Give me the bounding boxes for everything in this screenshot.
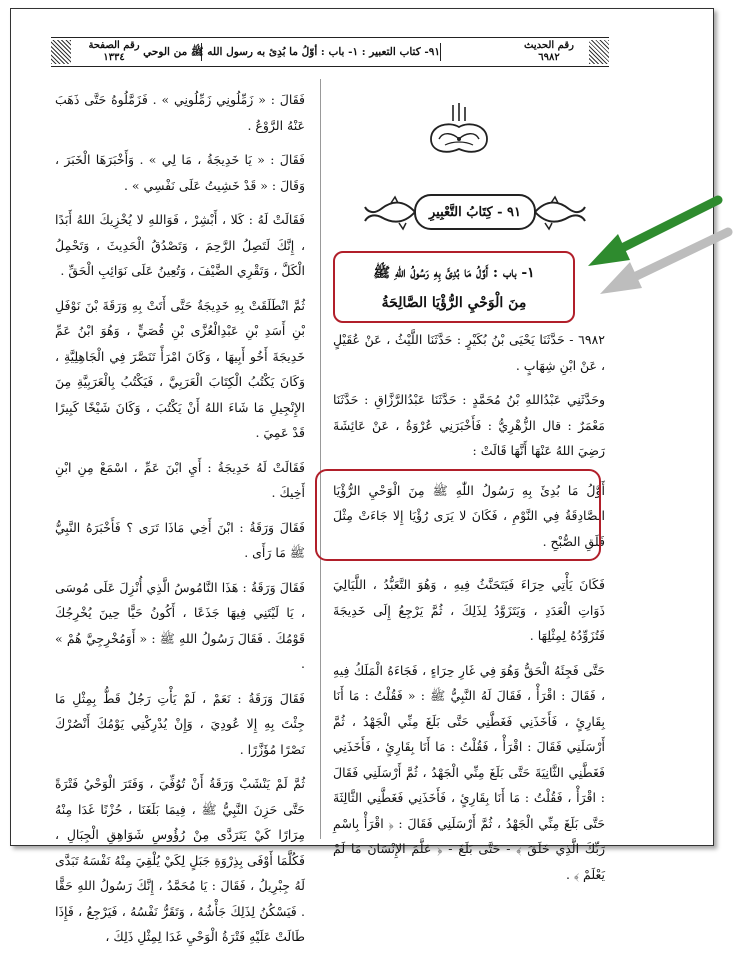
paragraph: فَقَالَتْ لَهُ : كَلا ، أَبْشِرْ ، فَوَاللهِ لا يُخْزِيكَ اللهُ أَبَدًا ، إِنَّكَ لَتَصِلُ الرَّحِمَ ، وَتَصْدُقُ الْحَدِيثَ ، وَتَحْمِلُ الْكَلَّ ، وَتَقْرِي الضَّيْفَ ، وَتُعِينُ عَلَى نَوَائِبِ الْحَقِّ . [55, 212, 305, 278]
paragraph: ثُمَّ انْطَلَقَتْ بِهِ خَدِيجَةُ حَتَّى أَتَتْ بِهِ وَرَقَةَ بْنَ نَوْفَلِ بْنِ أَسَدِ بْنِ عَبْدِالْعُزَّى بْنِ قُصَيٍّ ، وَهُوَ ابْنُ عَمِّ خَدِيجَةَ أَخُو أَبِيهَا ، وَكَانَ امْرَأً تَنَصَّرَ فِي الْجَاهِلِيَّةِ ، وَكَانَ يَكْتُبُ الْكِتَابَ الْعَرَبِيَّ ، فَيَكْتُبُ بِالْعَرَبِيَّةِ مِنَ الإِنْجِيلِ مَا شَاءَ اللهُ أَنْ يَكْتُبَ ، وَكَانَ شَيْخًا كَبِيرًا قَدْ عَمِيَ . [55, 297, 305, 440]
paragraph: فَقَالَ وَرَقَةُ : ابْنَ أَخِي مَاذَا تَرَى ؟ فَأَخْبَرَهُ النَّبِيُّ ﷺ مَا رَأَى . [55, 519, 305, 560]
hadith-number: ٦٩٨٢ [538, 52, 560, 63]
paragraph: فَقَالَتْ لَهُ خَدِيجَةُ : أَيِ ابْنَ عَمِّ ، اسْمَعْ مِنِ ابْنِ أَخِيكَ . [55, 459, 305, 500]
chapter-heading-line: ١- باب : أَوَّلُ مَا بُدِئَ بِهِ رَسُولُ اللّٰهِ ﷺ [373, 265, 535, 281]
paragraph: وحَدَّثَنِي عَبْدُاللهِ بْنُ مُحَمَّدٍ : حَدَّثَنَا عَبْدُالرَّزَّاقِ : حَدَّثَنَا مَعْمَرٌ : قال الزُّهْرِيُّ : فَأَخْبَرَنِي عُرْوَةُ ، عَنْ عَائِشَةَ رَضِيَ اللهُ عَنْهَا أَنَّهَا قَالَتْ : [333, 392, 605, 458]
paragraph: ثُمَّ لَمْ يَنْشَبْ وَرَقَةُ أَنْ تُوُفِّيَ ، وَفَتَرَ الْوَحْيُ فَتْرَةً حَتَّى حَزِنَ النَّبِيُّ ﷺ ، فِيمَا بَلَغَنَا ، حُزْنًا غَدَا مِنْهُ مِرَارًا كَيْ يَتَرَدَّى مِنْ رُؤُوسِ شَوَاهِقِ الْجِبَالِ ، فَكُلَّمَا أَوْفَى بِذِرْوَةِ جَبَلٍ لِكَيْ يُلْقِيَ مِنْهُ نَفْسَهُ تَبَدَّى لَهُ جِبْرِيلُ ، فَقَالَ : يَا مُحَمَّدُ ، إِنَّكَ رَسُولُ اللهِ حَقًّا . فَيَسْكُنُ لِذَلِكَ جَأْشُهُ ، وَتَقَرُّ نَفْسُهُ ، فَيَرْجِعُ ، فَإِذَا طَالَتْ عَلَيْهِ فَتْرَةُ الْوَحْيِ غَدَا لِمِثْلِ ذَلِكَ ، [55, 776, 305, 944]
paragraph: فَقَالَ وَرَقَةُ : نَعَمْ ، لَمْ يَأْتِ رَجُلٌ قَطُّ بِمِثْلِ مَا جِئْتَ بِهِ إِلا عُودِيَ ، وَإِنْ يُدْرِكْنِي يَوْمُكَ أَنْصُرْكَ نَصْرًا مُؤَزَّرًا . [55, 690, 305, 757]
column-divider [320, 79, 321, 839]
paragraph: حَتَّى فَجِئَهُ الْحَقُّ وَهُوَ فِي غَارِ حِرَاءٍ ، فَجَاءَهُ الْمَلَكُ فِيهِ ، فَقَالَ : اقْرَأْ ، فَقَالَ لَهُ النَّبِيُّ ﷺ : « فَقُلْتُ : مَا أَنَا بِقَارِئٍ ، فَأَخَذَنِي فَغَطَّنِي حَتَّى بَلَغَ مِنِّي الْجَهْدُ ، ثُمَّ أَرْسَلَنِي فَقَالَ : اقْرَأْ ، فَقُلْتُ : مَا أَنَا بِقَارِئٍ ، فَأَخَذَنِي فَغَطَّنِي الثَّانِيَةَ حَتَّى بَلَغَ مِنِّي الْجَهْدُ ، ثُمَّ أَرْسَلَنِي فَقَالَ : اقْرَأْ ، فَقُلْتُ : مَا أَنَا بِقَارِئٍ ، فَأَخَذَنِي فَغَطَّنِي الثَّالِثَةَ حَتَّى بَلَغَ مِنِّي الْجَهْدُ ، ثُمَّ أَرْسَلَنِي فَقَالَ : ﴿ اقْرَأْ بِاسْمِ رَبِّكَ الَّذِي خَلَقَ ﴾ - حَتَّى بَلَغَ - ﴿ عَلَّمَ الإِنْسَانَ مَا لَمْ يَعْلَمْ ﴾ . [333, 662, 605, 882]
page-number-label: رقم الصفحة [88, 40, 140, 51]
paragraph: فَقَالَ : « يَا خَدِيجَةُ ، مَا لِي » . وَأَخْبَرَهَا الْخَبَرَ ، وَقَالَ : « قَدْ خَشِيتُ عَلَى نَفْسِي » . [55, 152, 305, 193]
hadith-number-label: رقم الحديث [524, 40, 574, 51]
chapter-heading-line: مِنَ الْوَحْيِ الرُّؤْيَا الصَّالِحَةُ [381, 295, 527, 311]
annotation-arrow-shadow-icon [588, 226, 738, 306]
left-column [55, 87, 305, 959]
scanned-book-page [10, 8, 714, 944]
paragraph: ٦٩٨٢ - حَدَّثَنَا يَحْيَى بْنُ بُكَيْرٍ : حَدَّثَنَا اللَّيْثُ ، عَنْ عُقَيْلٍ ، عَنْ ابْنِ شِهَابٍ . [333, 332, 605, 373]
running-title: ٩١- كتاب التعبير : ١- باب : أوّلُ ما بُدِئ به رسول الله ﷺ من الوحي [201, 43, 441, 61]
right-column [333, 301, 605, 896]
running-header [51, 37, 609, 67]
book-heading: ٩١ - كِتَابُ التَّعْبِيرِ [428, 205, 522, 220]
paragraph: فَكَانَ يَأْتِي حِرَاءَ فَيَتَحَنَّثُ فِيهِ ، وَهُوَ التَّعَبُّدُ ، اللَّيَالِيَ ذَوَاتِ الْعَدَدِ ، وَيَتَزَوَّدُ لِذَلِكَ ، ثُمَّ يَرْجِعُ إِلَى خَدِيجَةَ فَتُزَوِّدُهُ لِمِثْلِهَا . [333, 577, 605, 643]
highlighted-hadith-text: أَوَّلُ مَا بُدِئَ بِهِ رَسُولُ اللّٰهِ ﷺ مِنَ الْوَحْيِ الرُّؤْيَا الصَّادِقَةُ فِي النَّوْمِ ، فَكَانَ لا يَرَى رُؤْيَا إِلا جَاءَتْ مِثْلَ فَلَقِ الصُّبْحِ . [333, 482, 605, 549]
hadith-number-box [509, 40, 589, 64]
paragraph: فَقَالَ وَرَقَةُ : هَذَا النَّامُوسُ الَّذِي أُنْزِلَ عَلَى مُوسَى ، يَا لَيْتَنِي فِيهَا جَذَعًا ، أَكُونُ حَيًّا حِينَ يُخْرِجُكَ قَوْمُكَ . فَقَالَ رَسُولُ اللهِ ﷺ : « أَوَمُخْرِجِيَّ هُمْ » . [55, 579, 305, 671]
calligraphy-seal-icon [423, 99, 495, 161]
page-number: ١٣٣٤ [103, 52, 125, 63]
paragraph: فَقَالَ : « زَمِّلُونِي زَمِّلُونِي » . فَزَمَّلُوهُ حَتَّى ذَهَبَ عَنْهُ الرَّوْعُ . [55, 92, 305, 133]
hadith-highlight-box [315, 469, 601, 561]
